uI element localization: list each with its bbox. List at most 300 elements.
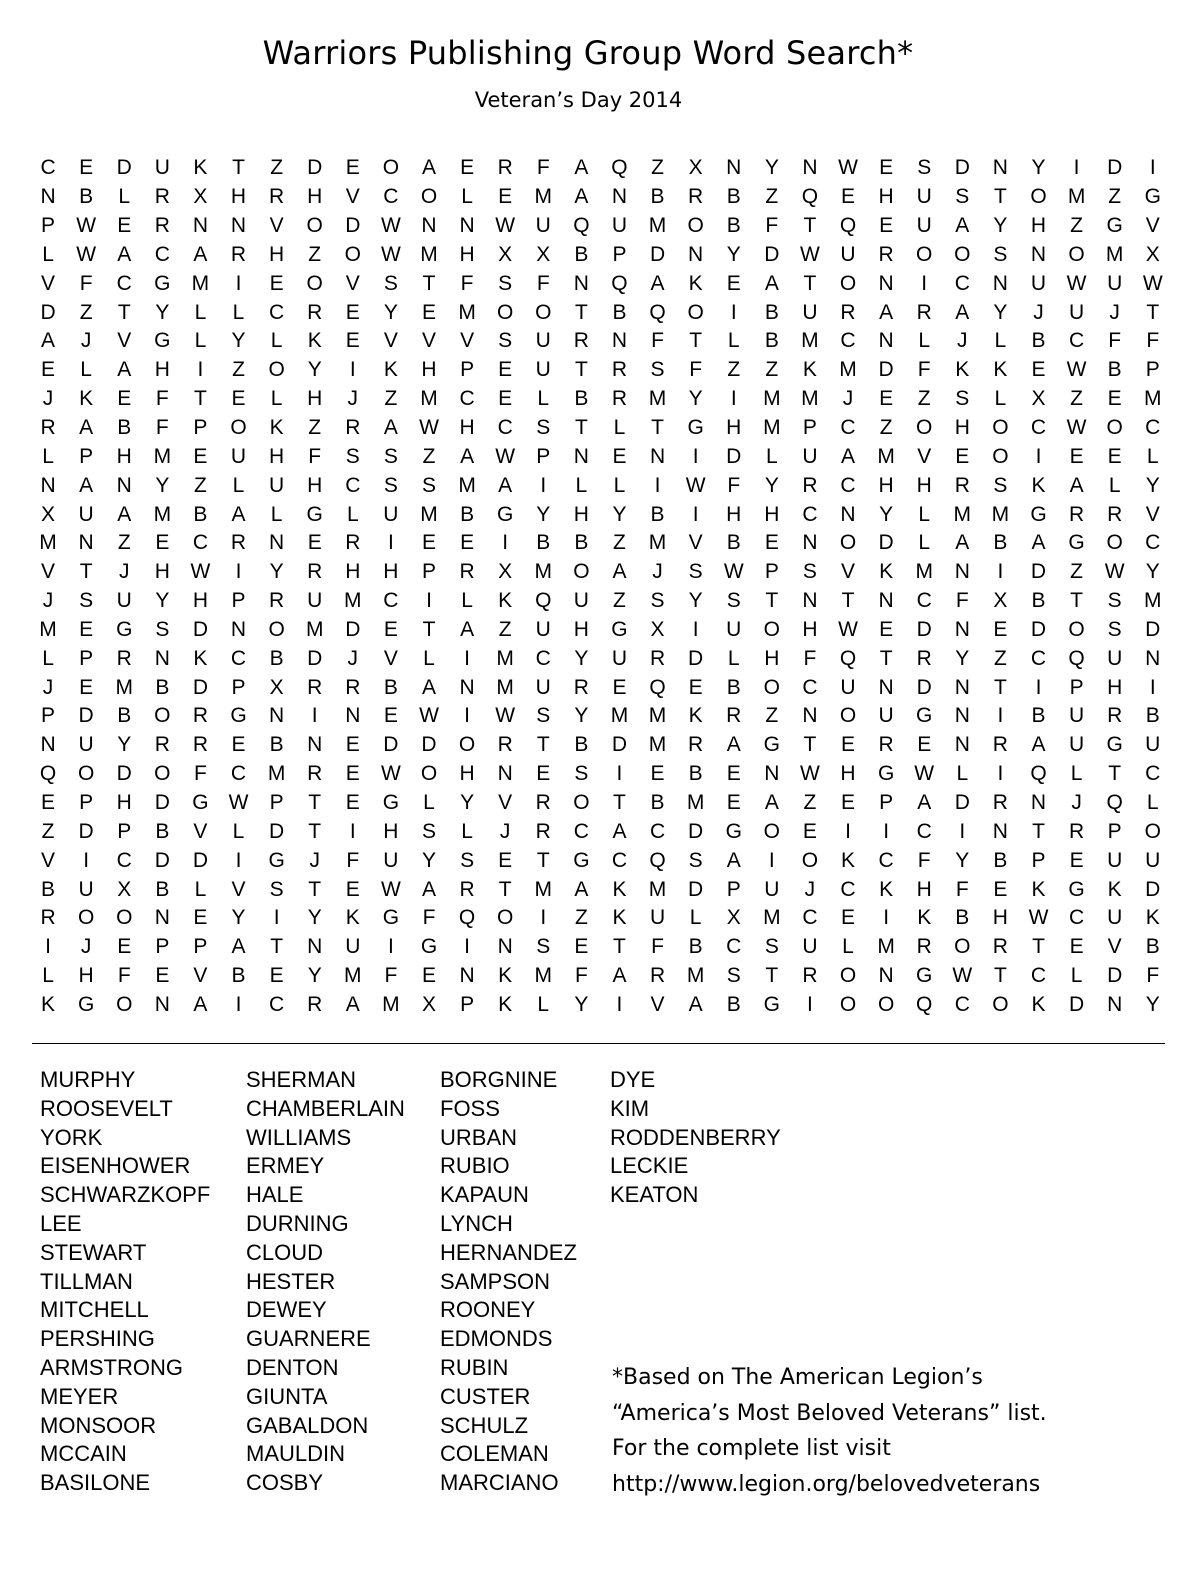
grid-letter: M — [648, 704, 667, 728]
grid-letter: O — [497, 906, 514, 930]
grid-letter: Q — [801, 185, 819, 209]
grid-letter: E — [612, 675, 627, 699]
grid-letter: C — [611, 848, 628, 872]
grid-letter: J — [957, 329, 968, 353]
grid-letter: O — [306, 214, 323, 238]
grid-letter: L — [270, 387, 283, 411]
grid-letter: N — [878, 271, 894, 295]
grid-letter: U — [1068, 733, 1085, 757]
grid-letter: N — [954, 560, 970, 584]
grid-letter: S — [993, 473, 1008, 497]
grid-letter: S — [345, 444, 360, 468]
grid-letter: L — [42, 444, 54, 468]
word-list-item: HERNANDEZ — [440, 1239, 577, 1265]
page-subtitle: Veteran’s Day 2014 — [474, 88, 683, 112]
grid-letter: X — [498, 560, 513, 584]
grid-letter: I — [807, 992, 813, 1016]
grid-letter: T — [879, 646, 893, 670]
grid-letter: N — [345, 704, 361, 728]
grid-letter: F — [460, 271, 474, 295]
grid-letter: V — [688, 531, 703, 555]
grid-letter: S — [498, 329, 513, 353]
grid-letter: P — [117, 819, 132, 843]
grid-letter: E — [193, 906, 208, 930]
grid-letter: N — [459, 675, 475, 699]
grid-letter: M — [496, 646, 514, 670]
grid-letter: H — [307, 387, 323, 411]
grid-letter: I — [768, 848, 775, 872]
grid-letter: H — [307, 473, 323, 497]
grid-letter: I — [464, 704, 470, 728]
grid-letter: U — [878, 704, 894, 728]
grid-letter: W — [495, 214, 516, 238]
grid-letter: K — [1031, 473, 1046, 497]
grid-letter: T — [803, 214, 817, 238]
grid-letter: T — [574, 300, 588, 324]
grid-letter: M — [39, 531, 57, 555]
grid-letter: I — [464, 935, 470, 959]
grid-letter: V — [1107, 935, 1122, 959]
grid-letter: E — [345, 300, 360, 324]
word-list-item: HALE — [246, 1182, 304, 1208]
grid-letter: G — [497, 502, 514, 526]
grid-letter: E — [841, 790, 856, 814]
grid-letter: A — [955, 300, 970, 324]
grid-letter: I — [426, 589, 432, 613]
grid-letter: L — [118, 185, 131, 209]
grid-letter: P — [193, 416, 208, 440]
grid-letter: K — [1107, 877, 1122, 901]
grid-letter: I — [83, 848, 90, 872]
footnote-link[interactable]: http://www.legion.org/belovedveterans — [612, 1471, 1041, 1497]
grid-letter: D — [78, 819, 94, 843]
grid-letter: W — [1066, 358, 1087, 382]
grid-letter: Y — [764, 156, 779, 180]
grid-letter: K — [612, 877, 627, 901]
grid-letter: B — [726, 531, 741, 555]
grid-letter: B — [650, 502, 665, 526]
word-list-item: STEWART — [40, 1239, 147, 1265]
grid-letter: G — [1030, 502, 1047, 526]
grid-letter: Z — [422, 444, 436, 468]
grid-letter: W — [76, 214, 97, 238]
grid-letter: C — [192, 531, 208, 555]
grid-letter: Y — [269, 560, 284, 584]
grid-letter: D — [345, 617, 361, 641]
grid-letter: U — [383, 848, 399, 872]
grid-letter: K — [193, 646, 208, 670]
grid-letter: H — [1030, 214, 1047, 238]
grid-letter: R — [916, 646, 932, 670]
grid-letter: C — [269, 992, 285, 1016]
grid-letter: K — [307, 329, 322, 353]
grid-letter: A — [612, 964, 627, 988]
grid-letter: R — [878, 733, 894, 757]
grid-letter: N — [649, 444, 666, 468]
grid-letter: I — [349, 358, 356, 382]
grid-letter: L — [727, 646, 740, 670]
grid-letter: E — [917, 733, 932, 757]
grid-letter: L — [232, 819, 245, 843]
grid-letter: D — [116, 156, 132, 180]
grid-letter: B — [155, 675, 170, 699]
grid-letter: U — [383, 502, 399, 526]
grid-letter: D — [1107, 156, 1123, 180]
grid-letter: W — [800, 762, 820, 786]
grid-letter: T — [308, 877, 322, 901]
word-list-item: COLEMAN — [440, 1441, 549, 1467]
grid-letter: C — [1030, 646, 1047, 670]
grid-letter: B — [574, 531, 589, 555]
grid-letter: M — [458, 300, 476, 324]
grid-letter: L — [194, 300, 207, 324]
grid-letter: C — [269, 300, 285, 324]
grid-letter: C — [1030, 416, 1047, 440]
grid-letter: L — [80, 358, 92, 382]
grid-letter: U — [1030, 271, 1047, 295]
grid-letter: E — [421, 964, 436, 988]
grid-letter: O — [497, 300, 514, 324]
grid-letter: F — [308, 444, 322, 468]
grid-letter: X — [269, 675, 284, 699]
grid-letter: E — [955, 444, 970, 468]
grid-letter: L — [461, 185, 473, 209]
grid-letter: R — [611, 358, 628, 382]
grid-letter: G — [1068, 531, 1085, 555]
grid-letter: E — [79, 675, 94, 699]
grid-letter: F — [917, 848, 931, 872]
grid-letter: R — [230, 242, 247, 266]
grid-letter: N — [611, 185, 628, 209]
grid-letter: K — [993, 358, 1008, 382]
grid-letter: G — [687, 416, 704, 440]
grid-letter: W — [800, 242, 820, 266]
grid-letter: A — [955, 531, 970, 555]
grid-letter: N — [992, 156, 1008, 180]
word-list-item: PERSHING — [40, 1326, 155, 1352]
word-list-column-2 — [246, 1066, 405, 1498]
grid-letter: U — [535, 617, 551, 641]
grid-letter: B — [726, 214, 741, 238]
grid-letter: R — [992, 733, 1008, 757]
grid-letter: C — [459, 387, 475, 411]
grid-letter: M — [458, 473, 476, 497]
grid-letter: A — [726, 733, 741, 757]
grid-letter: O — [535, 300, 552, 324]
grid-letter: A — [421, 877, 436, 901]
grid-letter: B — [764, 329, 779, 353]
word-list-item: EDMONDS — [440, 1326, 553, 1352]
grid-letter: E — [726, 762, 741, 786]
grid-letter: M — [153, 444, 172, 468]
grid-letter: Z — [1070, 560, 1083, 584]
grid-letter: G — [192, 790, 209, 814]
grid-letter: B — [688, 762, 703, 786]
grid-letter: J — [118, 560, 130, 584]
grid-letter: C — [726, 935, 742, 959]
grid-letter: P — [1031, 848, 1046, 872]
grid-letter: F — [727, 473, 741, 497]
grid-letter: Y — [955, 848, 970, 872]
grid-letter: O — [763, 617, 780, 641]
grid-letter: B — [1107, 358, 1122, 382]
grid-letter: A — [917, 790, 932, 814]
grid-letter: C — [383, 185, 399, 209]
grid-letter: E — [802, 819, 817, 843]
grid-letter: E — [1107, 444, 1122, 468]
grid-letter: X — [650, 617, 665, 641]
word-list-column-4 — [610, 1066, 781, 1210]
grid-letter: H — [764, 502, 780, 526]
grid-letter: E — [879, 387, 894, 411]
grid-letter: R — [1107, 704, 1123, 728]
grid-letter: F — [574, 964, 588, 988]
grid-letter: D — [1145, 877, 1161, 901]
grid-letter: D — [726, 444, 742, 468]
grid-letter: R — [649, 646, 666, 670]
grid-letter: P — [802, 416, 817, 440]
grid-letter: Z — [1108, 185, 1122, 209]
grid-letter: U — [1107, 271, 1123, 295]
grid-letter: C — [573, 819, 589, 843]
grid-letter: J — [804, 877, 816, 901]
word-list-item: GUARNERE — [246, 1326, 371, 1352]
grid-letter: N — [878, 964, 894, 988]
grid-letter: A — [460, 444, 475, 468]
grid-letter: R — [307, 992, 323, 1016]
grid-letter: N — [230, 617, 247, 641]
footnote — [612, 1360, 1047, 1502]
grid-letter: B — [383, 675, 398, 699]
grid-letter: A — [650, 271, 665, 295]
grid-letter: N — [78, 531, 94, 555]
grid-letter: Y — [1145, 560, 1160, 584]
grid-letter: Z — [765, 358, 779, 382]
grid-letter: L — [423, 790, 435, 814]
grid-letter: Y — [993, 214, 1008, 238]
word-list-item: MURPHY — [40, 1067, 136, 1092]
grid-letter: R — [230, 531, 247, 555]
grid-letter: L — [842, 935, 854, 959]
grid-letter: N — [116, 473, 132, 497]
grid-letter: H — [230, 185, 247, 209]
grid-letter: L — [232, 473, 245, 497]
grid-letter: H — [154, 358, 170, 382]
grid-letter: Z — [41, 819, 55, 843]
grid-letter: I — [730, 387, 737, 411]
grid-letter: F — [79, 271, 93, 295]
grid-letter: N — [954, 617, 970, 641]
grid-letter: D — [40, 300, 56, 324]
grid-letter: E — [269, 271, 284, 295]
grid-letter: R — [459, 560, 475, 584]
grid-letter: I — [273, 906, 280, 930]
grid-letter: Y — [307, 906, 322, 930]
grid-letter: M — [1144, 589, 1162, 613]
grid-letter: L — [42, 964, 54, 988]
grid-letter: V — [269, 214, 284, 238]
grid-letter: F — [689, 358, 703, 382]
grid-letter: M — [763, 906, 781, 930]
grid-letter: Z — [917, 387, 931, 411]
grid-letter: E — [41, 790, 56, 814]
grid-letter: R — [154, 214, 170, 238]
grid-letter: B — [1031, 329, 1046, 353]
grid-letter: G — [382, 790, 400, 814]
grid-letter: B — [574, 733, 589, 757]
grid-letter: C — [802, 502, 818, 526]
grid-letter: U — [116, 589, 132, 613]
grid-letter: U — [1107, 906, 1123, 930]
grid-letter: E — [879, 214, 894, 238]
grid-letter: A — [231, 502, 246, 526]
grid-letter: W — [495, 444, 516, 468]
grid-letter: Q — [649, 675, 666, 699]
grid-letter: A — [117, 358, 132, 382]
grid-letter: L — [1070, 762, 1083, 786]
grid-letter: F — [765, 214, 779, 238]
grid-letter: C — [230, 762, 247, 786]
grid-letter: D — [116, 762, 132, 786]
grid-letter: O — [573, 560, 590, 584]
grid-letter: E — [193, 444, 208, 468]
grid-letter: I — [883, 906, 890, 930]
grid-letter: E — [1069, 935, 1084, 959]
grid-letter: S — [460, 848, 475, 872]
grid-letter: D — [192, 675, 208, 699]
grid-letter: E — [383, 704, 398, 728]
grid-letter: J — [80, 329, 92, 353]
grid-letter: Z — [1070, 387, 1083, 411]
grid-letter: K — [879, 560, 894, 584]
grid-letter: D — [421, 733, 437, 757]
grid-letter: G — [877, 762, 895, 786]
grid-letter: R — [307, 762, 323, 786]
grid-letter: W — [495, 704, 516, 728]
word-list-column-1 — [40, 1066, 210, 1498]
footnote-line: For the complete list visit — [612, 1436, 891, 1461]
grid-letter: N — [840, 502, 856, 526]
grid-letter: A — [574, 877, 589, 901]
grid-letter: M — [763, 387, 781, 411]
grid-letter: K — [498, 964, 513, 988]
grid-letter: A — [879, 300, 894, 324]
grid-letter: M — [877, 935, 895, 959]
grid-letter: V — [345, 271, 360, 295]
grid-letter: W — [1028, 906, 1049, 930]
grid-letter: G — [611, 617, 628, 641]
grid-letter: W — [1066, 416, 1087, 440]
grid-letter: L — [423, 646, 435, 670]
grid-letter: X — [498, 242, 513, 266]
grid-letter: D — [649, 242, 666, 266]
grid-letter: R — [497, 156, 513, 180]
grid-letter: T — [613, 935, 626, 959]
grid-letter: R — [269, 185, 285, 209]
grid-letter: D — [307, 156, 323, 180]
grid-letter: I — [197, 358, 204, 382]
grid-letter: L — [194, 877, 207, 901]
grid-letter: M — [839, 358, 857, 382]
grid-letter: H — [269, 242, 285, 266]
grid-letter: F — [1108, 329, 1122, 353]
grid-letter: L — [461, 819, 473, 843]
grid-letter: E — [421, 300, 436, 324]
grid-letter: E — [993, 877, 1008, 901]
grid-letter: Q — [839, 646, 857, 670]
grid-letter: O — [268, 358, 285, 382]
word-list-item: DYE — [610, 1067, 656, 1092]
grid-letter: J — [347, 387, 359, 411]
grid-letter: R — [154, 185, 170, 209]
grid-letter: U — [1107, 646, 1123, 670]
grid-letter: Y — [307, 964, 322, 988]
grid-letter: A — [726, 848, 741, 872]
grid-letter: D — [954, 790, 970, 814]
grid-letter: U — [1107, 848, 1123, 872]
grid-letter: L — [994, 329, 1007, 353]
grid-letter: R — [802, 473, 818, 497]
grid-letter: N — [878, 329, 894, 353]
grid-letter: V — [383, 329, 398, 353]
grid-letter: H — [116, 444, 132, 468]
grid-letter: M — [648, 531, 667, 555]
grid-letter: F — [384, 964, 398, 988]
grid-letter: N — [497, 935, 513, 959]
grid-letter: N — [992, 819, 1008, 843]
grid-letter: Y — [726, 242, 741, 266]
grid-letter: H — [916, 473, 932, 497]
grid-letter: F — [803, 646, 817, 670]
grid-letter: M — [344, 964, 362, 988]
grid-letter: W — [1104, 560, 1125, 584]
grid-letter: I — [540, 473, 547, 497]
grid-letter: Q — [649, 300, 666, 324]
grid-letter: V — [460, 329, 475, 353]
grid-letter: M — [305, 617, 324, 641]
grid-letter: T — [765, 964, 779, 988]
grid-letter: U — [840, 675, 856, 699]
grid-letter: R — [802, 964, 818, 988]
grid-letter: O — [230, 416, 247, 440]
grid-letter: R — [649, 964, 666, 988]
word-list-item: LYNCH — [440, 1210, 513, 1236]
grid-letter: A — [764, 271, 779, 295]
grid-letter: U — [535, 214, 551, 238]
grid-letter: Z — [765, 704, 779, 728]
grid-letter: C — [383, 589, 399, 613]
grid-letter: D — [78, 704, 94, 728]
grid-letter: B — [726, 185, 741, 209]
grid-letter: E — [498, 358, 513, 382]
grid-letter: H — [421, 358, 437, 382]
grid-letter: Q — [611, 271, 628, 295]
grid-letter: D — [688, 646, 704, 670]
grid-letter: N — [726, 156, 742, 180]
grid-letter: S — [955, 387, 970, 411]
grid-letter: N — [459, 964, 475, 988]
grid-letter: I — [387, 531, 394, 555]
grid-letter: O — [839, 271, 857, 295]
grid-letter: P — [726, 877, 741, 901]
grid-letter: T — [765, 589, 779, 613]
grid-letter: E — [117, 214, 132, 238]
grid-letter: S — [536, 416, 551, 440]
grid-letter: R — [954, 473, 970, 497]
grid-letter: F — [194, 762, 207, 786]
grid-letter: R — [307, 560, 323, 584]
grid-letter: U — [611, 646, 628, 670]
